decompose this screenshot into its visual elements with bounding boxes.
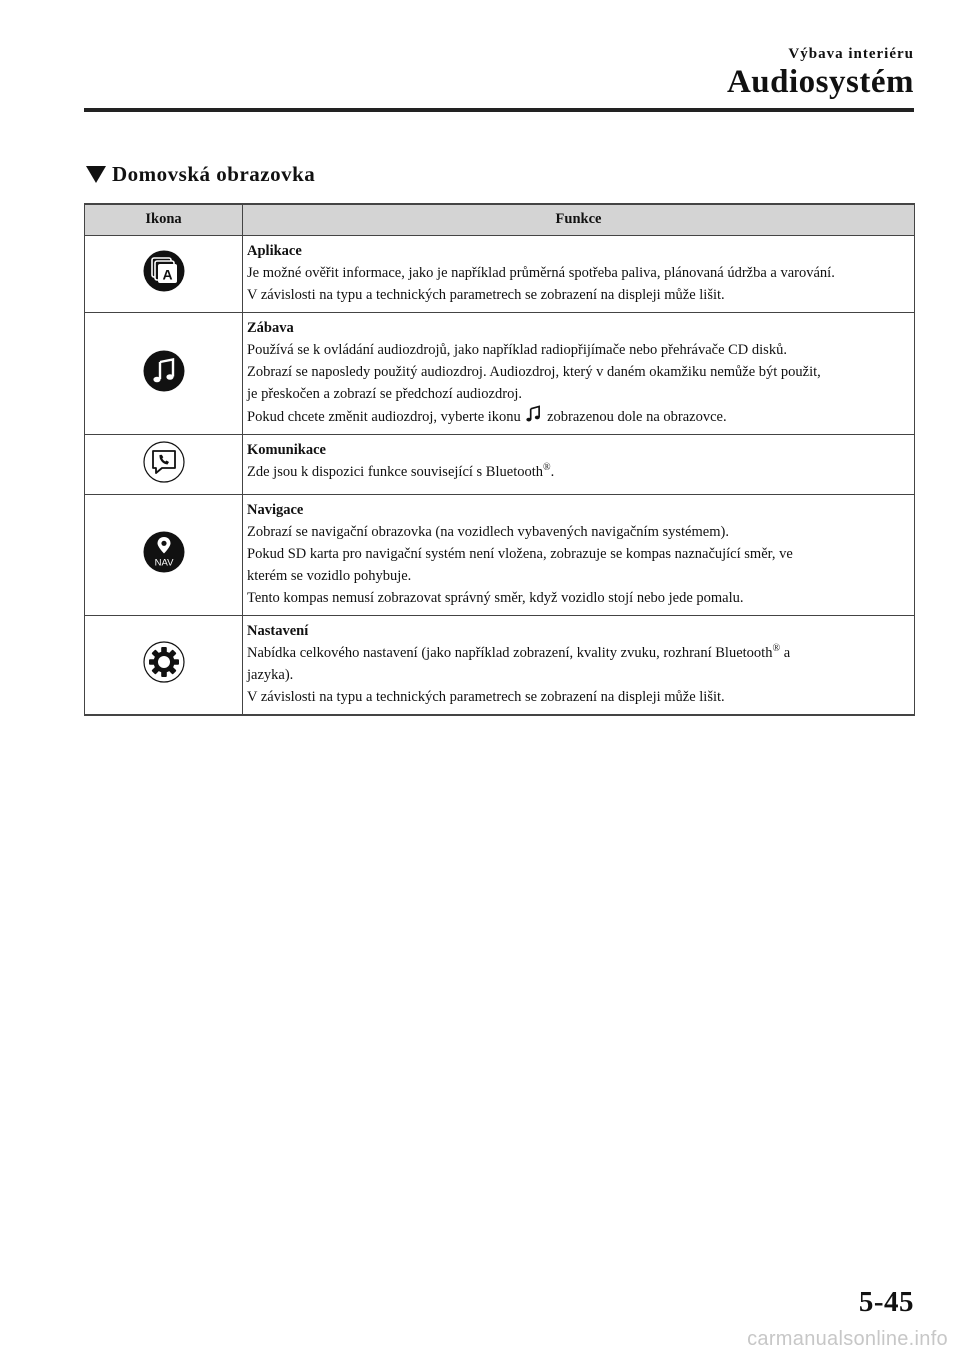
row-text: jazyka). [247,666,294,683]
page-number: 5-45 [858,1286,914,1318]
table-header-row [85,204,915,235]
icon-cell [85,494,243,615]
row-text: Zobrazí se naposledy použitý audiozdroj. Audiozdroj, který v daném okamžiku nemůže být použit, [247,363,821,380]
phone-message-icon [143,441,185,483]
row-text: kterém se vozidlo pohybuje. [247,567,412,584]
icon-cell [85,434,243,494]
row-text: je přeskočen a zobrazí se předchozí audiozdroj. [247,385,522,402]
watermark: carmanualsonline.info [747,1328,948,1350]
row-text: Pokud SD karta pro navigační systém není vložena, zobrazuje se kompas naznačující směr, ve [247,545,793,562]
table-row [85,494,915,615]
section-heading [86,162,315,187]
row-text: Zobrazí se navigační obrazovka (na vozidlech vybavených navigačním systémem). [247,523,729,540]
row-title: Zábava [247,319,294,336]
icon-cell [85,235,243,312]
row-text: V závislosti na typu a technických parametrech se zobrazení na displeji může lišit. [247,688,725,705]
nav-icon-label: NAV [154,557,173,569]
row-text [247,461,908,483]
settings-gear-icon [143,641,185,683]
note-text-after: zobrazenou dole na obrazovce. [547,408,727,425]
table-row [85,235,915,312]
row-text-part: Zde jsou k dispozici funkce související s Bluetooth [247,463,543,480]
function-cell [243,434,915,494]
icon-cell [85,312,243,434]
table-row [85,615,915,715]
table-row [85,312,915,434]
function-cell [243,235,915,312]
function-cell [243,312,915,434]
page-title: Audiosystém [726,64,914,100]
navigation-icon [143,531,185,573]
music-note-icon [143,350,185,392]
column-header-function: Funkce [243,204,915,235]
svg-text:A: A [161,266,173,283]
row-text-part: a [780,644,791,661]
function-cell [243,615,915,715]
small-music-note-icon [526,405,541,422]
row-text: V závislosti na typu a technických parametrech se zobrazení na displeji může lišit. [247,286,725,303]
row-text: Tento kompas nemusí zobrazovat správný směr, když vozidlo stojí nebo jede pomalu. [247,589,744,606]
row-text [247,642,908,664]
row-text: Je možné ověřit informace, jako je například průměrná spotřeba paliva, plánovaná údržba a varování. [247,264,835,281]
home-screen-function-table [84,203,915,716]
table-row [85,434,915,494]
header-subtitle: Výbava interiéru [788,46,914,62]
column-header-icon: Ikona [85,204,243,235]
row-title: Aplikace [247,242,302,259]
icon-cell [85,615,243,715]
row-title: Nastavení [247,622,309,639]
triangle-bullet-icon [86,166,106,183]
row-text-part: . [550,463,555,480]
function-cell [243,494,915,615]
row-title: Navigace [247,501,304,518]
row-title: Komunikace [247,441,326,458]
registered-mark: ® [772,642,781,654]
row-text: Používá se k ovládání audiozdrojů, jako například radiopřijímače nebo přehrávače CD disků. [247,341,787,358]
header-rule [84,108,914,112]
row-text-part: Nabídka celkového nastavení (jako například zobrazení, kvality zvuku, rozhraní Bluetooth [247,644,773,661]
row-note [247,405,908,428]
section-heading-text: Domovská obrazovka [112,162,316,186]
registered-mark: ® [543,461,551,473]
note-text-before: Pokud chcete změnit audiozdroj, vyberte ikonu [247,408,521,425]
applications-icon [143,250,185,292]
